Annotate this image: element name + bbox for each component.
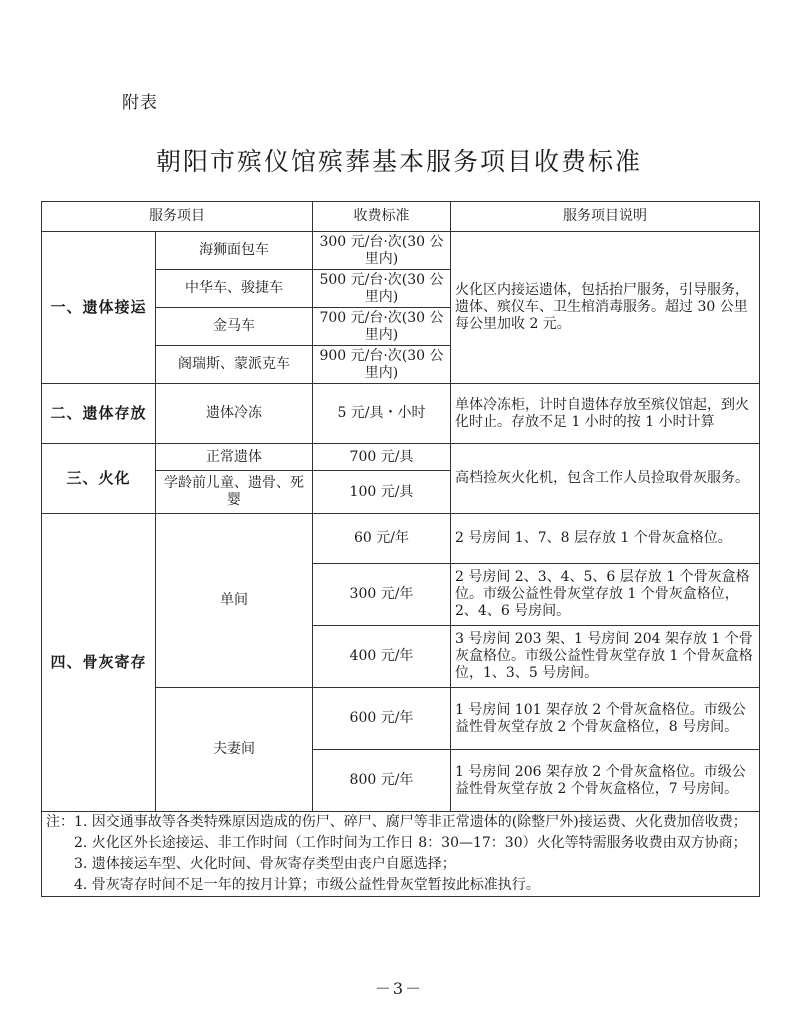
item-cell: 学龄前儿童、遗骨、死婴 — [156, 471, 313, 514]
desc-cell: 1 号房间 206 架存放 2 个骨灰盒格位。市级公益性骨灰堂存放 2 个骨灰盒格位，7 号房间。 — [451, 750, 760, 812]
item-cell: 正常遗体 — [156, 444, 313, 471]
desc-cell: 1 号房间 101 架存放 2 个骨灰盒格位。市级公益性骨灰堂存放 2 个骨灰盒格位，8 号房间。 — [451, 688, 760, 750]
fee-cell: 800 元/年 — [313, 750, 451, 812]
note-line: 3. 遗体接运车型、火化时间、骨灰寄存类型由丧户自愿选择； — [74, 856, 456, 872]
note-line: 4. 骨灰寄存时间不足一年的按月计算；市级公益性骨灰堂暂按此标准执行。 — [74, 877, 540, 893]
desc-cell: 3 号房间 203 架、1 号房间 204 架存放 1 个骨灰盒格位。市级公益性骨灰堂存放 1 个骨灰盒格位，1、3、5 号房间。 — [451, 626, 760, 688]
page-number: －3－ — [374, 979, 424, 998]
fee-cell: 600 元/年 — [313, 688, 451, 750]
fee-cell: 700 元/具 — [313, 444, 451, 471]
item-cell: 阁瑞斯、蒙派克车 — [156, 346, 313, 384]
header-desc: 服务项目说明 — [451, 202, 760, 232]
desc-cell: 单体冷冻柜，计时自遗体存放至殡仪馆起，到火化时止。存放不足 1 小时的按 1 小时计算 — [451, 384, 760, 444]
table-row — [42, 444, 760, 471]
table-row — [42, 384, 760, 444]
desc-cell: 高档捡灰火化机，包含工作人员捡取骨灰服务。 — [451, 444, 760, 514]
item-cell: 夫妻间 — [156, 688, 313, 812]
table-row — [42, 514, 760, 564]
attachment-label: 附表 — [122, 93, 158, 113]
header-fee: 收费标准 — [313, 202, 451, 232]
item-cell: 中华车、骏捷车 — [156, 270, 313, 308]
fee-cell: 300 元/年 — [313, 564, 451, 626]
category-cell: 四、骨灰寄存 — [42, 514, 156, 812]
category-cell: 三、火化 — [42, 444, 156, 514]
item-cell: 单间 — [156, 514, 313, 688]
item-cell: 金马车 — [156, 308, 313, 346]
fee-cell: 500 元/台·次(30 公里内) — [313, 270, 451, 308]
fee-cell: 300 元/台·次(30 公里内) — [313, 232, 451, 270]
notes-cell — [42, 812, 760, 897]
item-cell: 海狮面包车 — [156, 232, 313, 270]
fee-cell: 60 元/年 — [313, 514, 451, 564]
page-title: 朝阳市殡仪馆殡葬基本服务项目收费标准 — [155, 147, 642, 176]
fee-cell: 100 元/具 — [313, 471, 451, 514]
category-cell: 二、遗体存放 — [42, 384, 156, 444]
fee-cell: 700 元/台·次(30 公里内) — [313, 308, 451, 346]
table-row — [42, 232, 760, 270]
desc-cell: 火化区内接运遗体，包括抬尸服务，引导服务，遗体、殡仪车、卫生棺消毒服务。超过 30 公里每公里加收 2 元。 — [451, 232, 760, 384]
fee-cell: 5 元/具・小时 — [313, 384, 451, 444]
header-row — [42, 202, 760, 232]
note-line: 注：1. 因交通事故等各类特殊原因造成的伤尸、碎尸、腐尸等非正常遗体的(除整尸外)接运费、火化费加倍收费； — [46, 814, 747, 830]
note-line: 2. 火化区外长途接运、非工作时间（工作时间为工作日 8：30—17：30）火化等特需服务收费由双方协商； — [74, 835, 747, 851]
notes-row — [42, 812, 760, 897]
fee-cell: 400 元/年 — [313, 626, 451, 688]
desc-cell: 2 号房间 2、3、4、5、6 层存放 1 个骨灰盒格位。市级公益性骨灰堂存放 1 个骨灰盒格位，2、4、6 号房间。 — [451, 564, 760, 626]
fee-table — [41, 201, 760, 897]
item-cell: 遗体冷冻 — [156, 384, 313, 444]
header-service: 服务项目 — [42, 202, 313, 232]
desc-cell: 2 号房间 1、7、8 层存放 1 个骨灰盒格位。 — [451, 514, 760, 564]
fee-cell: 900 元/台·次(30 公里内) — [313, 346, 451, 384]
category-cell: 一、遗体接运 — [42, 232, 156, 384]
